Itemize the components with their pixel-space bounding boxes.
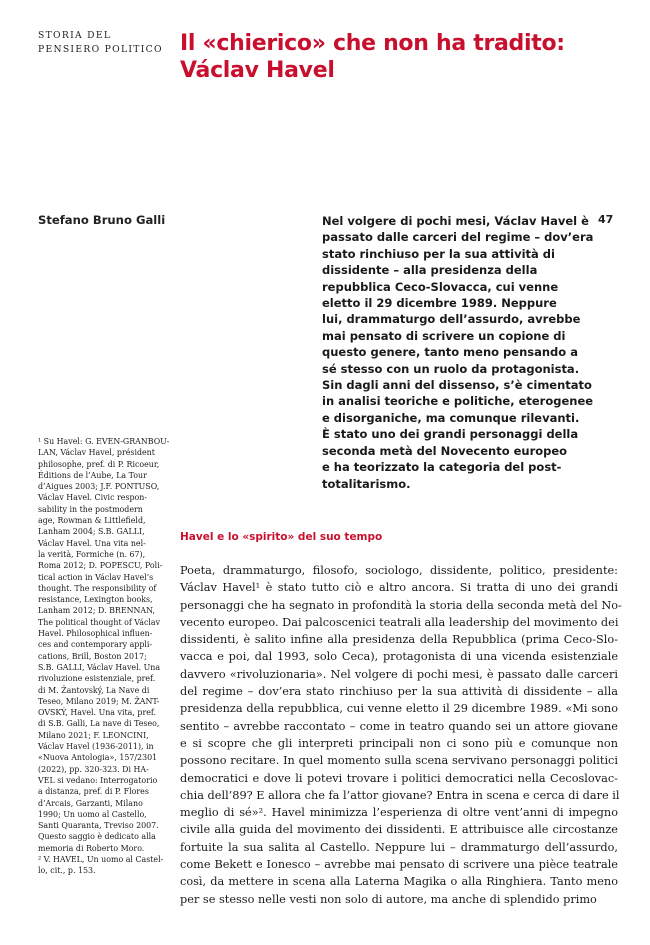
body-line: e si scopre che gli interpreti principali non ci sono più e comunque non (180, 736, 618, 750)
abstract-line: in analisi teoriche e politiche, eterogenee (322, 394, 594, 409)
abstract (322, 213, 592, 492)
body-line: civile alla guida del movimento dei dissidenti. E attribuisce alle circostanze (180, 823, 618, 837)
footnote-line: age, Rowman & Littlefield, (38, 516, 146, 526)
abstract-line: stato rinchiuso per la sua attività di (322, 246, 555, 261)
section-label-line-1: STORIA DEL (38, 30, 112, 41)
abstract-line: passato dalle carceri del regime – dov’era (322, 230, 594, 245)
footnotes (38, 436, 170, 877)
footnote-line: memoria di Roberto Moro. (38, 843, 145, 853)
footnote-line: S.B. GALLI, Václav Havel. Una (38, 662, 161, 672)
article-title (180, 30, 620, 84)
footnote-line: rivoluzione esistenziale, pref. (38, 674, 156, 684)
body-line: dissidenti, è salito infine alla presidenza della Repubblica (prima Ceco-Slo- (180, 633, 618, 647)
abstract-line: e ha teorizzato la categoria del post- (322, 460, 562, 475)
abstract-line: È stato uno dei grandi personaggi della (322, 427, 579, 442)
abstract-line: totalitarismo. (322, 476, 411, 491)
footnote-line: la verità, Formiche (n. 67), (38, 549, 146, 559)
abstract-line: questo genere, tanto meno pensando a (322, 345, 578, 360)
footnote-line: Havel. Philosophical influen- (38, 629, 153, 639)
footnote-line: The political thought of Václav (38, 617, 161, 627)
footnote-line: VEL si vedano: Interrogatorio (38, 775, 158, 785)
body-line: possono recitare. In quel momento sulla scena servivano personaggi politici (180, 754, 618, 768)
body-line: per se stesso nelle vesti non solo di autore, ma anche di splendido primo (180, 892, 597, 906)
abstract-line: sé stesso con un ruolo da protagonista. (322, 361, 580, 376)
section-label (38, 29, 168, 57)
footnote-line: d’Arcais, Garzanti, Milano (38, 798, 143, 808)
footnote-line: 1990; Un uomo al Castello, (38, 809, 147, 819)
abstract-line: dissidente – alla presidenza della (322, 263, 538, 278)
body-line: democratici e dove li potevi trovare i politici democratici nella Cecoslovac- (180, 771, 618, 785)
footnote-line: sability in the postmodern (38, 504, 143, 514)
body-line: davvero «rivoluzionaria». Nel volgere di pochi mesi, è passato dalle carceri (180, 667, 618, 681)
body-line: vecento europeo. Dai palcoscenici teatrali alla leadership del movimento dei (180, 615, 619, 629)
body-text (180, 562, 622, 908)
footnote-line: Teseo, Milano 2019; M. ŽANT- (38, 696, 160, 706)
abstract-line: Sin dagli anni del dissenso, s’è cimentato (322, 378, 592, 393)
footnote-line: Lanham 2012; D. BRENNAN, (38, 606, 156, 616)
footnote-line: lo, cit., p. 153. (38, 866, 96, 876)
footnote-1 (38, 436, 170, 854)
abstract-line: Nel volgere di pochi mesi, Václav Havel è (322, 214, 589, 228)
footnote-line: Éditions de l’Aube, La Tour (38, 470, 147, 480)
body-line: fortuite la sua salita al Castello. Neppure lui – drammaturgo dell’assurdo, (180, 840, 618, 854)
body-line: del regime – dov’era stato rinchiuso per la sua attività di dissidente – alla (180, 685, 618, 699)
footnote-line: Milano 2021; F. LEONCINI, (38, 730, 149, 740)
footnote-line: Roma 2012; D. POPESCU, Poli- (38, 561, 163, 571)
footnote-line: ¹ Su Havel: G. EVEN-GRANBOU- (38, 437, 170, 446)
abstract-line: seconda metà del Novecento europeo (322, 443, 568, 458)
footnote-line: OVSKÝ, Havel. Una vita, pref. (38, 708, 157, 718)
body-line: Poeta, drammaturgo, filosofo, sociologo, dissidente, politico, presidente: (180, 564, 618, 577)
footnote-line: d’Aigues 2003; J.F. PONTUSO, (38, 482, 160, 492)
body-line: personaggi che ha segnato in profondità la storia della seconda metà del No- (180, 598, 622, 612)
body-line: presidenza della repubblica, cui venne eletto il 29 dicembre 1989. «Mi sono (180, 702, 618, 716)
section-label-line-2: PENSIERO POLITICO (38, 44, 163, 55)
footnote-line: philosophe, pref. di P. Ricoeur, (38, 459, 160, 469)
body-line: vacca e poi, dal 1993, solo Ceca), protagonista di una vicenda esistenziale (180, 650, 618, 664)
footnote-line: di S.B. Galli, La nave di Teseo, (38, 719, 160, 729)
footnote-line: (2022), pp. 320-323. Di HA- (38, 764, 149, 774)
footnote-line: ces and contemporary appli- (38, 640, 153, 650)
abstract-line: mai pensato di scrivere un copione di (322, 328, 566, 343)
footnote-line: Santi Quaranta, Treviso 2007. (38, 821, 159, 831)
footnote-line: a distanza, pref. di P. Flores (38, 787, 149, 797)
footnote-2 (38, 854, 166, 877)
footnote-line: resistance, Lexington books, (38, 595, 153, 605)
abstract-line: repubblica Ceco-Slovacca, cui venne (322, 279, 559, 294)
footnote-line: tical action in Václav Havel’s (38, 572, 154, 582)
footnote-line: Václav Havel. Una vita nel- (38, 538, 146, 548)
body-line: così, da mettere in scena alla Laterna Magika o alla Ringhiera. Tanto meno (180, 875, 618, 889)
footnote-line: cations, Brill, Boston 2017; (38, 651, 147, 661)
footnote-line: Lanham 2004; S.B. GALLI, (38, 527, 145, 537)
footnote-line: Václav Havel. Civic respon- (38, 493, 148, 503)
footnote-line: ² V. HAVEL, Un uomo al Castel- (38, 854, 164, 864)
footnote-line: LAN, Václav Havel, président (38, 448, 155, 458)
body-line: chia dell’89? E allora che fa l’attor giovane? Entra in scena e cerca di dare il (180, 788, 620, 802)
page-number: 47 (598, 213, 614, 226)
section-heading: Havel e lo «spirito» del suo tempo (180, 531, 383, 543)
footnote-line: Václav Havel (1936-2011), in (38, 742, 154, 752)
author-name: Stefano Bruno Galli (38, 213, 166, 227)
footnote-line: thought. The responsibility of (38, 583, 157, 593)
abstract-line: eletto il 29 dicembre 1989. Neppure (322, 296, 557, 311)
body-line: meglio di sé»². Havel minimizza l’esperienza di oltre vent’anni di impegno (180, 806, 618, 820)
footnote-line: Questo saggio è dedicato alla (38, 832, 156, 842)
body-line: sentito – avrebbe raccontato – come in teatro quando sei un attore giovane (180, 719, 618, 733)
title-line-1: Il «chierico» che non ha tradito: (180, 31, 565, 56)
body-line: come Bekett e Ionesco – avrebbe mai pensato di scrivere una pièce teatrale (180, 858, 618, 872)
title-line-2: Václav Havel (180, 58, 335, 83)
footnote-line: «Nuova Antologia», 157/2301 (38, 753, 158, 763)
abstract-line: e disorganiche, ma comunque rilevanti. (322, 410, 580, 425)
abstract-line: lui, drammaturgo dell’assurdo, avrebbe (322, 312, 581, 327)
footnote-line: di M. Žantovský, La Nave di (38, 685, 150, 695)
body-line: Václav Havel¹ è stato tutto ciò e altro ancora. Si tratta di uno dei grandi (180, 581, 618, 595)
